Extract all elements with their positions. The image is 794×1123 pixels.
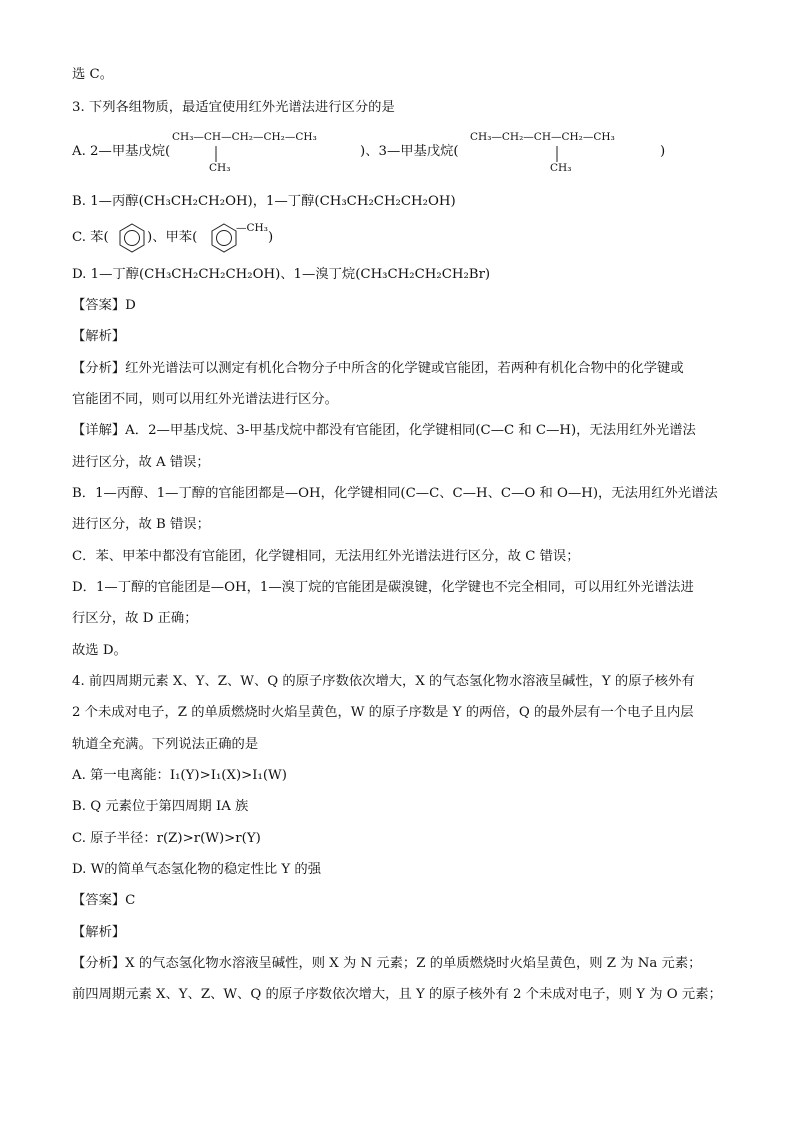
toluene-methyl-group: —CH₃ — [236, 222, 268, 234]
q4-analysis-line: 【分析】X 的气态氢化物水溶液呈碱性，则 X 为 N 元素；Z 的单质燃烧时火焰呈黄色，则 Z 为 Na 元素； — [72, 956, 702, 971]
q4-analysis-heading: 【解析】 — [72, 925, 126, 940]
structure-2-methylpentane-branch: CH₃ — [209, 162, 231, 174]
q3-detail-line: 进行区分，故 A 错误； — [72, 455, 210, 470]
q4-option-b: B. Q 元素位于第四周期 IA 族 — [72, 799, 249, 814]
q3-detail-line: 【详解】A．2—甲基戊烷、3-甲基戊烷中都没有官能团，化学键相同(C—C 和 C—H)，无法用红外光谱法 — [72, 423, 696, 438]
q3-option-c-suffix: ) — [268, 230, 274, 245]
structure-3-methylpentane-branch: CH₃ — [550, 162, 572, 174]
q4-analysis-line: 前四周期元素 X、Y、Z、W、Q 的原子序数依次增大，且 Y 的原子核外有 2 个未成对电子，则 Y 为 O 元素； — [72, 987, 722, 1002]
question-4-stem: 轨道全充满。下列说法正确的是 — [72, 737, 259, 752]
q4-option-c: C. 原子半径：r(Z)>r(W)>r(Y) — [72, 831, 261, 846]
q3-option-a-suffix: ) — [660, 144, 666, 159]
structure-3-methylpentane-main: CH₃—CH₂—CH—CH₂—CH₃ — [470, 131, 615, 143]
q3-detail-line: B．1—丙醇、1—丁醇的官能团都是—OH，化学键相同(C—C、C—H、C—O 和 O—H)，无法用红外光谱法 — [72, 486, 718, 501]
q3-option-c-mid: )、甲苯( — [147, 230, 198, 245]
q3-option-c-prefix: C. 苯( — [72, 230, 109, 245]
q3-detail-line: D．1—丁醇的官能团是—OH，1—溴丁烷的官能团是碳溴键，化学键也不完全相同，可以用红外光谱法进 — [72, 580, 694, 595]
question-4-stem: 4. 前四周期元素 X、Y、Z、W、Q 的原子序数依次增大，X 的气态氢化物水溶液呈碱性，Y 的原子核外有 — [72, 674, 695, 689]
q3-analysis-line: 【分析】红外光谱法可以测定有机化合物分子中所含的化学键或官能团，若两种有机化合物中的化学键或 — [72, 361, 684, 376]
q3-analysis-heading: 【解析】 — [72, 329, 126, 344]
q3-option-b: B. 1—丙醇(CH₃CH₂CH₂OH)，1—丁醇(CH₃CH₂CH₂CH₂OH) — [72, 194, 456, 209]
benzene-ring-icon — [117, 222, 147, 254]
question-3-stem: 3. 下列各组物质，最适宜使用红外光谱法进行区分的是 — [72, 100, 395, 115]
question-4-stem: 2 个未成对电子，Z 的单质燃烧时火焰呈黄色，W 的原子序数是 Y 的两倍，Q 的最外层有一个电子且内层 — [72, 705, 694, 720]
structure-2-methylpentane-bond — [214, 146, 218, 162]
text-line: 选 C。 — [72, 67, 113, 82]
q3-detail-line: 行区分，故 D 正确； — [72, 611, 198, 626]
q3-conclusion: 故选 D。 — [72, 643, 127, 658]
q4-option-d: D. W的简单气态氢化物的稳定性比 Y 的强 — [72, 862, 321, 877]
q4-option-a: A. 第一电离能：I₁(Y)>I₁(X)>I₁(W) — [72, 768, 287, 783]
structure-3-methylpentane-bond — [555, 146, 559, 162]
q3-option-d: D. 1—丁醇(CH₃CH₂CH₂CH₂OH)、1—溴丁烷(CH₃CH₂CH₂CH₂Br) — [72, 267, 491, 282]
q3-detail-line: C．苯、甲苯中都没有官能团，化学键相同，无法用红外光谱法进行区分，故 C 错误； — [72, 549, 580, 564]
q4-answer: 【答案】C — [72, 893, 136, 908]
q3-option-a-mid: )、3—甲基戊烷( — [360, 144, 459, 159]
q3-answer: 【答案】D — [72, 298, 136, 313]
q3-detail-line: 进行区分，故 B 错误； — [72, 517, 210, 532]
q3-option-a-prefix: A. 2—甲基戊烷( — [72, 144, 171, 159]
q3-analysis-line: 官能团不同，则可以用红外光谱法进行区分。 — [72, 392, 338, 407]
toluene-ring-icon — [209, 222, 239, 254]
structure-2-methylpentane-main: CH₃—CH—CH₂—CH₂—CH₃ — [172, 131, 317, 143]
